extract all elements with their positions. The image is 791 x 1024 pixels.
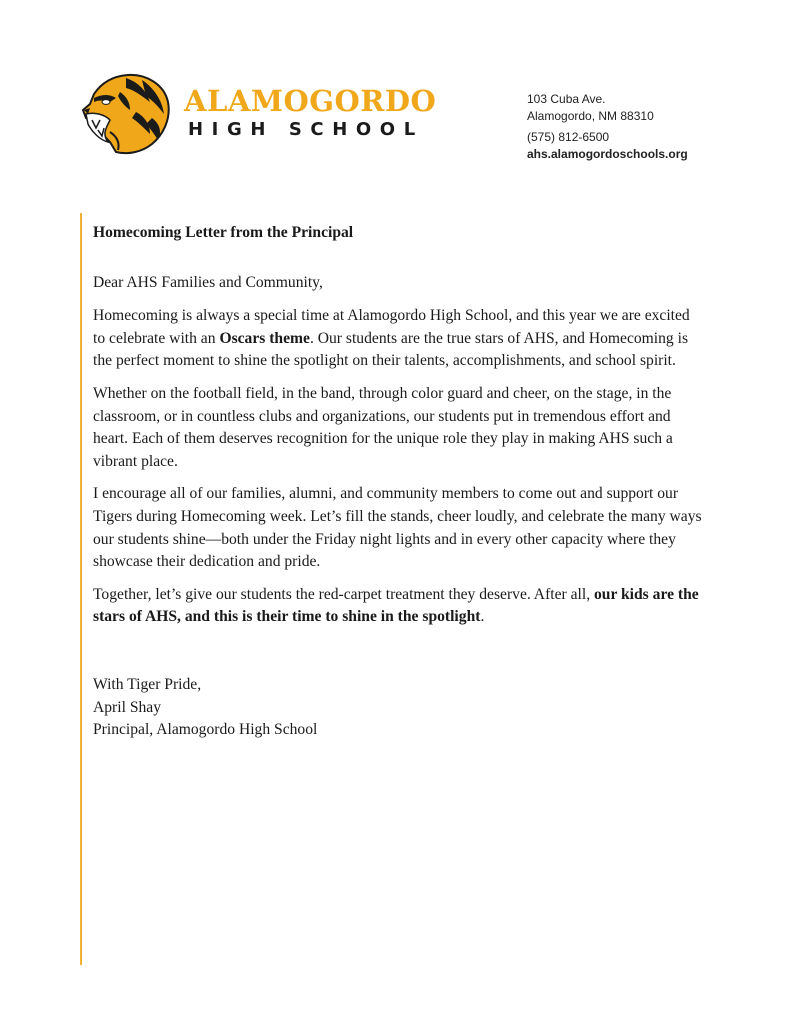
- accent-rule: [80, 213, 82, 965]
- signer-role: Principal, Alamogordo High School: [93, 721, 318, 739]
- paragraph-3: I encourage all of our families, alumni, and community members to come out and support our Tigers during Homecoming week. Let’s fill the stands, cheer loudly, and celebrate the many ways our students shine—both under the Friday night lights and in every other capacity where they showcase their dedication and pride.: [93, 485, 702, 571]
- paragraph-4-text-c: .: [480, 608, 485, 626]
- letter-title: Homecoming Letter from the Principal: [93, 224, 354, 241]
- signer-name: April Shay: [93, 698, 162, 716]
- paragraph-4-emphasis: our kids are the stars of AHS, and this is their time to shine in the spotlight: [93, 585, 699, 626]
- letter-closing: [93, 674, 705, 742]
- logo-name: ALAMOGORDO: [184, 84, 437, 118]
- paragraph-1-text-a: Homecoming is always a special time at Alamogordo High School, and this year we are excited to celebrate with an: [93, 307, 690, 347]
- paragraph-1-emphasis: Oscars theme: [219, 329, 310, 347]
- contact-block: [527, 91, 688, 163]
- contact-website[interactable]: ahs.alamogordoschools.org: [527, 147, 688, 161]
- paragraph-4-text-a: Together, let’s give our students the red-carpet treatment they deserve. After all,: [93, 585, 594, 603]
- contact-city: Alamogordo, NM 88310: [527, 109, 654, 123]
- paragraph-1-text-c: . Our students are the true stars of AHS, and Homecoming is the perfect moment to shine the spotlight on their talents, accomplishments, and school spirit.: [93, 329, 689, 370]
- signoff: With Tiger Pride,: [93, 675, 202, 693]
- contact-phone: (575) 812-6500: [527, 130, 610, 144]
- paragraph-4: [93, 584, 705, 629]
- letter-body: [93, 222, 705, 742]
- paragraph-1: [93, 305, 705, 373]
- letter-salutation: Dear AHS Families and Community,: [93, 273, 323, 291]
- tiger-head-icon: [80, 72, 170, 156]
- logo-subtitle: HIGH SCHOOL: [188, 119, 424, 140]
- contact-street: 103 Cuba Ave.: [527, 92, 606, 106]
- paragraph-2: Whether on the football field, in the band, through color guard and cheer, on the stage, in the classroom, or in countless clubs and organizations, our students put in tremendous effort and heart. Each of them deserves recognition for the unique role they play in making AHS such a vibrant place.: [93, 384, 673, 470]
- school-logo: [80, 72, 440, 156]
